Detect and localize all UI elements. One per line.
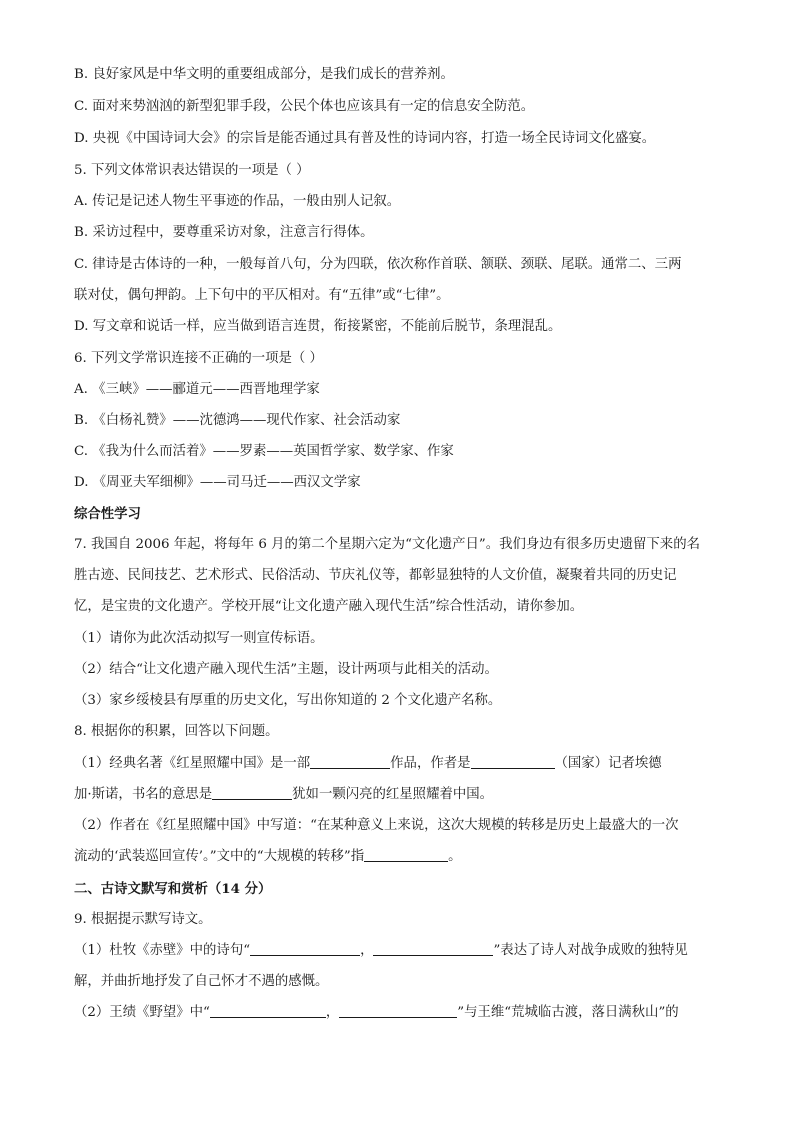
q6-option-b: B. 《白杨礼赞》——沈德鸿——现代作家、社会活动家 [74,413,401,428]
q4-option-d: D. 央视《中国诗词大会》的宗旨是能否通过具有普及性的诗词内容，打造一场全民诗词文化盛宴。 [74,131,656,146]
answer-blank[interactable] [471,755,555,769]
q6-option-a: A. 《三峡》——郦道元——西晋地理学家 [74,382,320,397]
answer-blank[interactable] [210,1004,326,1018]
q8-sub1-text-b: 作品，作者是 [390,756,471,771]
answer-blank[interactable] [250,942,360,956]
answer-blank[interactable] [364,848,448,862]
q6-option-d: D. 《周亚夫军细柳》——司马迁——西汉文学家 [74,475,361,490]
q8-sub2-text-b: 流动的‘武装巡回宣传’。”文中的“大规模的转移”指 [74,849,365,864]
q7-sub-3: （3）家乡绥棱县有厚重的历史文化，写出你知道的 2 个文化遗产名称。 [74,693,502,708]
section-heading-poetry: 二、古诗文默写和赏析（14 分） [74,881,272,897]
q9-sub-1-line2: 解，并曲折地抒发了自己怀才不遇的感慨。 [74,974,329,989]
q5-option-c-line2: 联对仗，偶句押韵。上下句中的平仄相对。有“五律”或“七律”。 [74,288,450,303]
question-9: 9. 根据提示默写诗文。 [74,912,212,927]
question-7-line1: 7. 我国自 2006 年起，将每年 6 月的第二个星期六定为“文化遗产日”。我们身边有很多历史遗留下来的名 [74,537,700,552]
q9-sub1-text-a: （1）杜牧《赤壁》中的诗句“ [74,943,251,958]
question-7-line3: 忆，是宝贵的文化遗产。学校开展“让文化遗产融入现代生活”综合性活动，请你参加。 [74,599,584,614]
q9-sub1-text-b: ， [360,943,374,958]
q9-sub-2-line1 [74,1004,734,1022]
q4-option-c: C. 面对来势汹汹的新型犯罪手段，公民个体也应该具有一定的信息安全防范。 [74,99,535,114]
answer-blank[interactable] [339,1004,457,1018]
question-8: 8. 根据你的积累，回答以下问题。 [74,724,279,739]
answer-blank[interactable] [373,942,493,956]
q8-sub1-text-c: （国家）记者埃德 [554,756,662,771]
q8-sub-1-line2 [74,786,734,804]
q8-sub-2-line2 [74,848,734,866]
q9-sub2-text-a: （2）王绩《野望》中“ [74,1005,210,1020]
q9-sub2-text-c: ”与王维“荒城临古渡，落日满秋山”的 [457,1005,679,1020]
q7-sub-1: （1）请你为此次活动拟写一则宣传标语。 [74,631,324,646]
q8-sub1-text-a: （1）经典名著《红星照耀中国》是一部 [74,756,311,771]
q4-option-b: B. 良好家风是中华文明的重要组成部分，是我们成长的营养剂。 [74,67,454,82]
q5-option-b: B. 采访过程中，要尊重采访对象，注意言行得体。 [74,225,374,240]
answer-blank[interactable] [212,786,292,800]
section-heading-comprehensive: 综合性学习 [74,506,141,522]
q7-sub-2: （2）结合“让文化遗产融入现代生活”主题，设计两项与此相关的活动。 [74,662,498,677]
q9-sub-1-line1 [74,942,734,960]
q5-option-c-line1: C. 律诗是古体诗的一种，一般每首八句，分为四联，依次称作首联、颔联、颈联、尾联。通常二、三两 [74,257,682,272]
q6-option-c: C. 《我为什么而活着》——罗素——英国哲学家、数学家、作家 [74,444,454,459]
q5-option-a: A. 传记是记述人物生平事迹的作品，一般由别人记叙。 [74,194,401,209]
answer-blank[interactable] [310,755,390,769]
q5-option-d: D. 写文章和说话一样，应当做到语言连贯，衔接紧密，不能前后脱节，条理混乱。 [74,319,562,334]
q8-sub1-text-e: 犹如一颗闪亮的红星照耀着中国。 [292,787,494,802]
q8-sub-2-line1: （2）作者在《红星照耀中国》中写道：“在某种意义上来说，这次大规模的转移是历史上最盛大的一次 [74,818,679,833]
q9-sub2-text-b: ， [325,1005,340,1020]
question-7-line2: 胜古迹、民间技艺、艺术形式、民俗活动、节庆礼仪等，都彰显独特的人文价值，凝聚着共同的历史记 [74,568,677,583]
q9-sub1-text-c: ”表达了诗人对战争成败的独特见 [493,943,688,958]
question-6: 6. 下列文学常识连接不正确的一项是（ ） [74,351,323,366]
q8-sub2-text-c: 。 [448,849,462,864]
question-5: 5. 下列文体常识表达错误的一项是（ ） [74,163,310,178]
q8-sub1-text-d: 加·斯诺，书名的意思是 [74,787,213,802]
q8-sub-1-line1 [74,755,734,773]
